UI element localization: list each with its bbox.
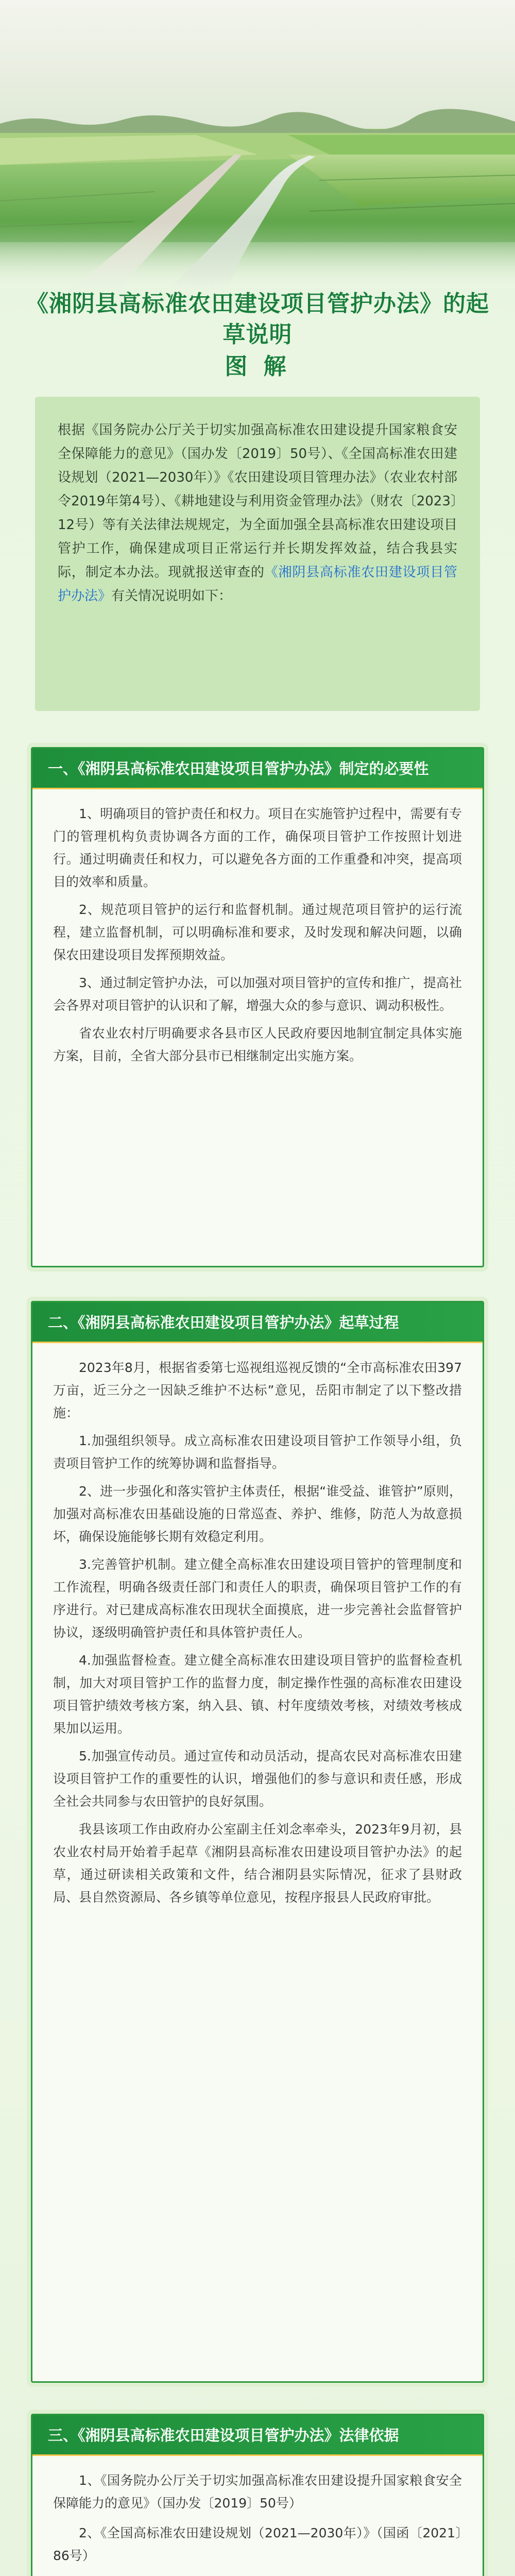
section-paragraph: 我县该项工作由政府办公室副主任刘念率牵头，2023年9月初，县农业农村局开始着手起草《湘阴县高标准农田建设项目管护办法》的起草，通过研读相关政策和文件，结合湘阴县实际情况，征求了县财政局、县自然资源局、各乡镇等单位意见，按程序报县人民政府审批。 [53,1822,462,1905]
legal-basis-item: 2、《全国高标准农田建设规划（2021—2030年）》（国函〔2021〕86号） [53,2526,462,2563]
section-paragraph: 省农业农村厅明确要求各县市区人民政府要因地制宜制定具体实施方案，目前，全省大部分县市已相继制定出实施方案。 [53,1026,462,1063]
section-paragraph: 5.加强宣传动员。通过宣传和动员活动，提高农民对高标准农田建设项目管护工作的重要性的认识，增强他们的参与意识和责任感，形成全社会共同参与农田管护的良好氛围。 [53,1749,462,1809]
section-paragraph: 2、规范项目管护的运行和监督机制。通过规范项目管护的运行流程，建立监督机制，可以明确标准和要求，及时发现和解决问题，以确保农田建设项目发挥预期效益。 [53,902,462,962]
page-subtitle: 图 解 [225,353,290,380]
section-necessity [31,747,484,1267]
legal-basis-item: 1、《国务院办公厅关于切实加强高标准农田建设提升国家粮食安全保障能力的意见》（国办发〔2019〕50号） [53,2473,462,2511]
section-heading: 二、《湘阴县高标准农田建设项目管护办法》起草过程 [32,1302,483,1343]
intro-text: 根据《国务院办公厅关于切实加强高标准农田建设提升国家粮食安全保障能力的意见》（国办发〔2019〕50号）、《全国高标准农田建设规划（2021—2030年）》《农田建设项目管理办法》（农业农村部令2019年第4号）、《耕地建设与利用资金管理办法》（财农〔2023〕12号）等有关法律法规规定，为全面加强全县高标准农田建设项目管护工作，确保建成项目正常运行并长期发挥效益，结合我县实际，制定本办法。现就报送审查的 [58,422,457,580]
section-paragraph: 3、通过制定管护办法，可以加强对项目管护的宣传和推广，提高社会各界对项目管护的认识和了解，增强大众的参与意识、调动积极性。 [53,975,462,1013]
section-body [32,2456,483,2576]
section-legal-basis [31,2414,484,2576]
intro-card [35,397,480,711]
section-paragraph: 2023年8月，根据省委第七巡视组巡视反馈的“全市高标准农田397万亩，近三分之一因缺乏维护不达标”意见，岳阳市制定了以下整改措施： [53,1360,462,1420]
page-title: 《湘阴县高标准农田建设项目管护办法》的起草说明 [26,291,489,348]
section-paragraph: 1.加强组织领导。成立高标准农田建设项目管护工作领导小组，负责项目管护工作的统筹协调和监督指导。 [53,1433,462,1471]
section-paragraph: 2、进一步强化和落实管护主体责任，根据“谁受益、谁管护”原则，加强对高标准农田基础设施的日常巡查、养护、维修，防范人为故意损坏，确保设施能够长期有效稳定利用。 [53,1484,462,1544]
section-paragraph: 1、明确项目的管护责任和权力。项目在实施管护过程中，需要有专门的管理机构负责协调各方面的工作，确保项目管护工作按照计划进行。通过明确责任和权力，可以避免各方面的工作重叠和冲突，提高项目的效率和质量。 [53,806,462,889]
section-paragraph: 4.加强监督检查。建立健全高标准农田建设项目管护的监督检查机制，加大对项目管护工作的监督力度，制定操作性强的高标准农田建设项目管护绩效考核方案，纳入县、镇、村年度绩效考核，对绩效考核成果加以运用。 [53,1653,462,1736]
section-heading: 一、《湘阴县高标准农田建设项目管护办法》制定的必要性 [32,749,483,789]
intro-text-end: 有关情况说明如下： [111,588,232,604]
section-body [32,1343,483,1929]
section-heading: 三、《湘阴县高标准农田建设项目管护办法》法律依据 [32,2415,483,2456]
farmland-illustration [0,0,515,289]
section-paragraph: 3.完善管护机制。建立健全高标准农田建设项目管护的管理制度和工作流程，明确各级责任部门和责任人的职责，确保项目管护工作的有序进行。对已建成高标准农田现状全面摸底，进一步完善社会监督管护协议，逐级明确管护责任和具体管护责任人。 [53,1557,462,1640]
hero-farmland-banner [0,0,515,289]
section-drafting-process [31,1301,484,2383]
intro-document-name: 《湘阴县高标准农田建设项目管护办法》 [58,565,457,604]
title-block [0,289,515,383]
section-body [32,789,483,1088]
